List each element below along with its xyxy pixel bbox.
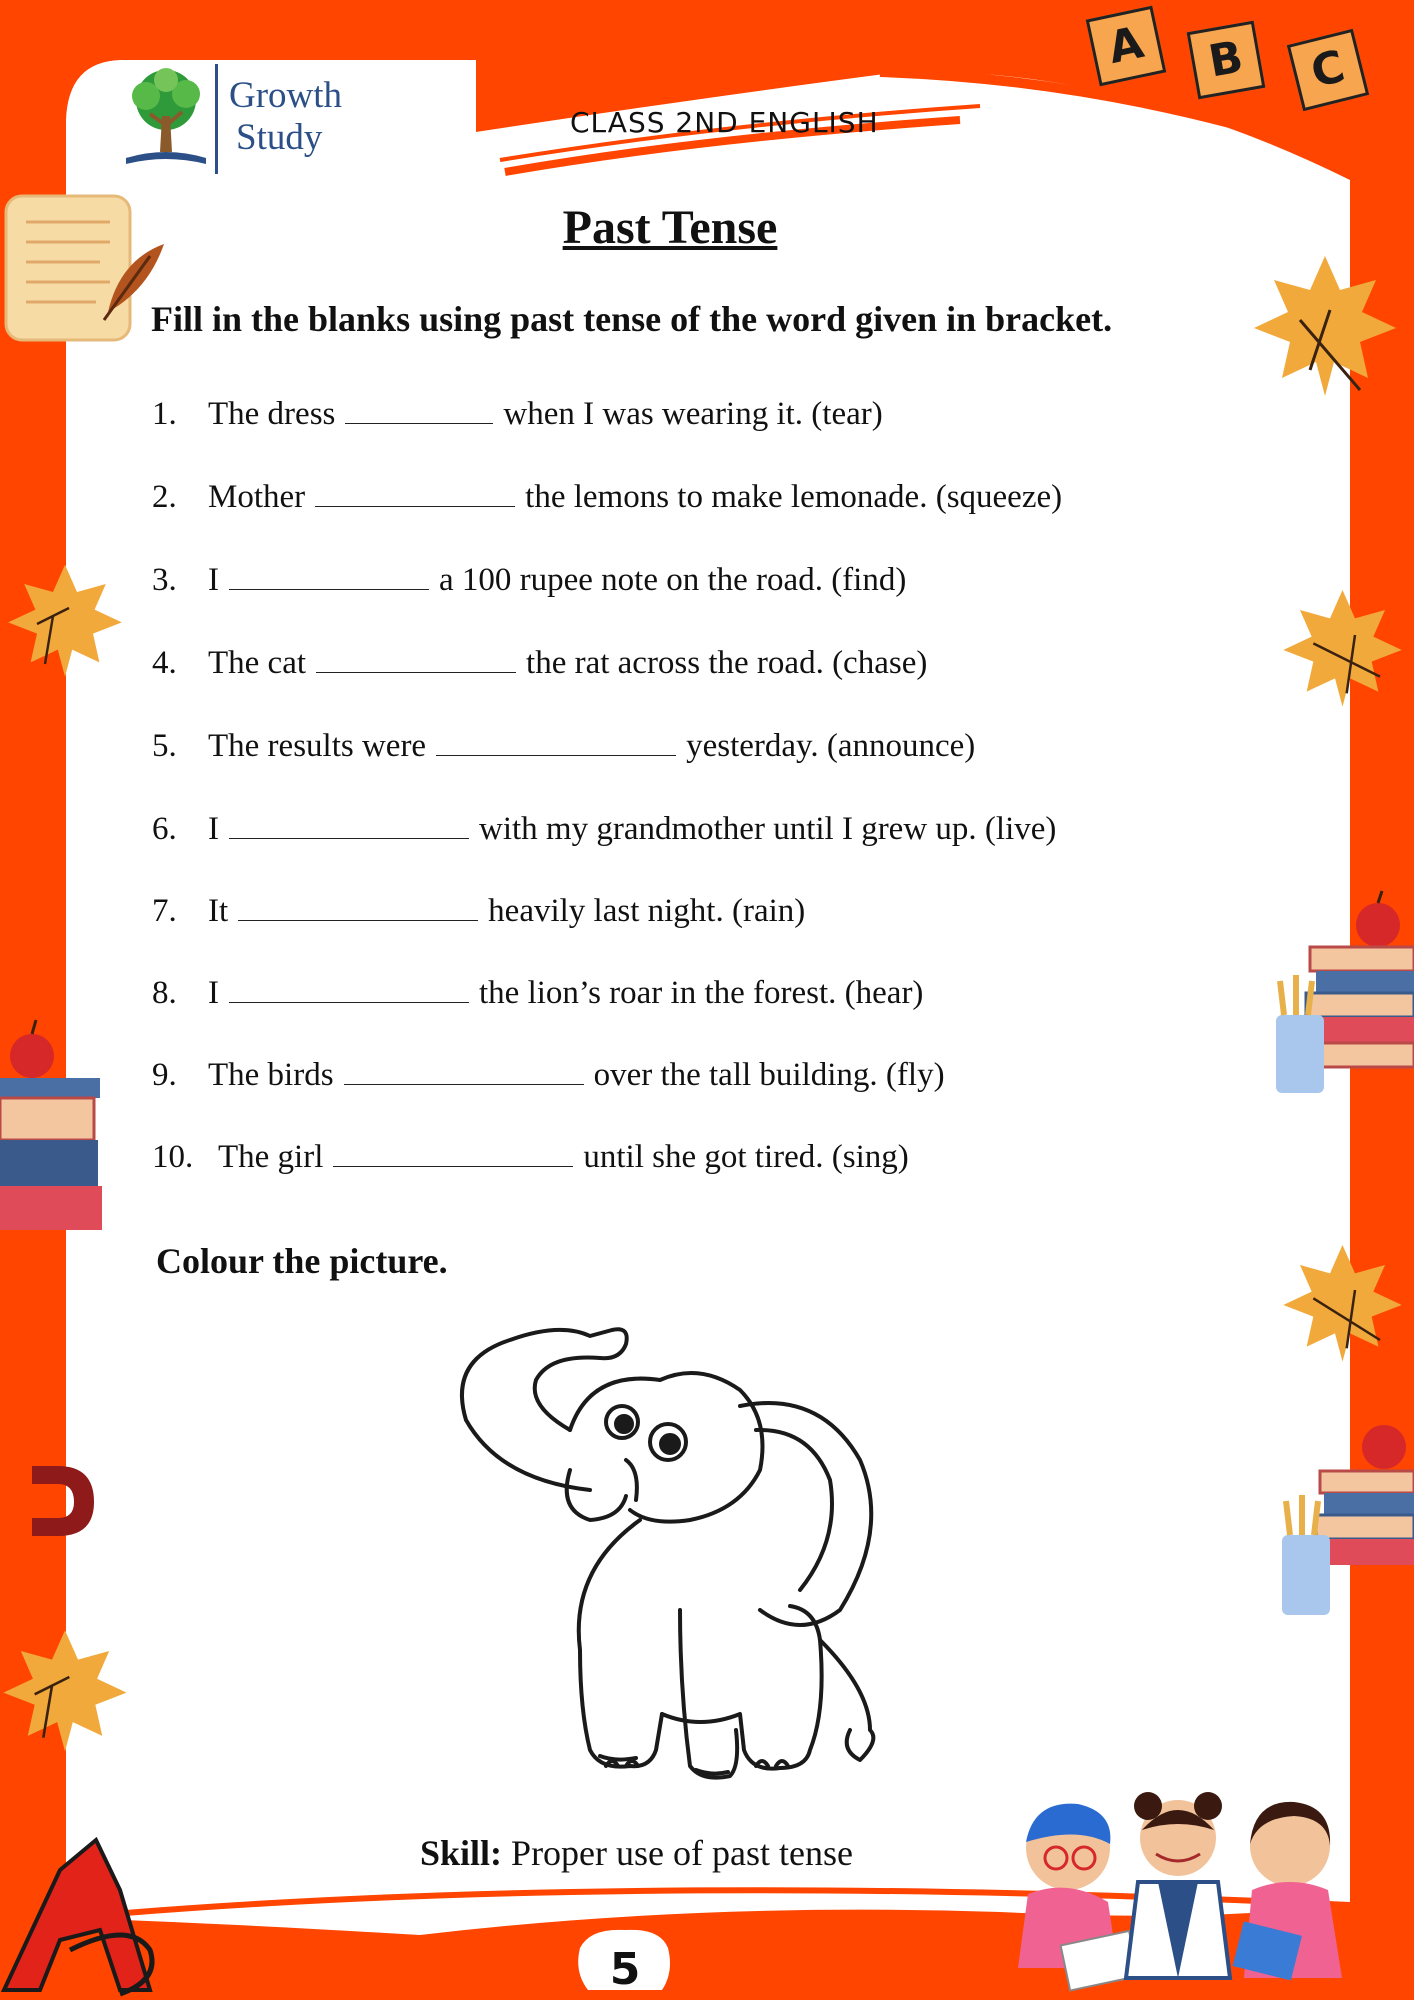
letter-a-decoration-icon [0, 1830, 170, 2000]
maple-leaf-icon [1280, 585, 1405, 710]
question-text-after: until she got tired. (sing) [583, 1139, 909, 1175]
book-stack-icon [1270, 885, 1414, 1110]
maple-leaf-icon [1250, 250, 1400, 400]
kids-reading-icon [968, 1778, 1398, 2000]
page-title: Past Tense [562, 201, 778, 254]
question-number: 1. [152, 396, 177, 432]
abc-tile-c: C [1287, 29, 1369, 111]
answer-blank[interactable] [345, 397, 493, 424]
instruction: Fill in the blanks using past tense of the word given in bracket. [151, 299, 1113, 339]
question-number: 4. [152, 645, 177, 681]
abc-tile-a: A [1086, 6, 1167, 87]
question-text-before: The cat [208, 645, 307, 681]
question-text-after: yesterday. (announce) [686, 728, 976, 764]
question-10 [152, 1139, 1202, 1176]
logo-divider [215, 64, 218, 174]
question-number: 5. [152, 728, 177, 764]
question-6 [152, 811, 1202, 848]
abc-tile-b: B [1187, 21, 1266, 100]
question-4 [152, 645, 1202, 682]
question-number: 2. [152, 479, 177, 515]
question-text-before: Mother [208, 479, 306, 515]
question-text-before: The birds [208, 1057, 334, 1093]
tree-logo-icon [120, 66, 212, 172]
question-text-after: the rat across the road. (chase) [526, 645, 928, 681]
question-number: 10. [152, 1139, 194, 1175]
question-text-after: over the tall building. (fly) [593, 1057, 945, 1093]
question-text-before: The dress [208, 396, 336, 432]
question-text-after: a 100 rupee note on the road. (find) [439, 562, 907, 598]
question-text-after: the lion’s roar in the forest. (hear) [479, 975, 924, 1011]
colour-section-title: Colour the picture. [156, 1241, 448, 1281]
maple-leaf-icon [0, 1625, 130, 1755]
answer-blank[interactable] [229, 563, 429, 590]
question-text-before: It [208, 893, 229, 929]
question-5 [152, 728, 1202, 765]
book-stack-icon [0, 1010, 110, 1230]
brand-name-line2: Study [236, 117, 323, 158]
question-9 [152, 1057, 1202, 1094]
question-number: 3. [152, 562, 177, 598]
answer-blank[interactable] [315, 480, 515, 507]
question-text-before: I [208, 811, 219, 847]
elephant-outline-icon[interactable] [440, 1310, 920, 1810]
answer-blank[interactable] [238, 894, 478, 921]
answer-blank[interactable] [316, 646, 516, 673]
maple-leaf-icon [0, 560, 130, 680]
maple-leaf-icon [1280, 1240, 1405, 1365]
letter-d-decoration-icon [28, 1462, 98, 1540]
question-text-after: the lemons to make lemonade. (squeeze) [525, 479, 1063, 515]
question-number: 6. [152, 811, 177, 847]
question-3 [152, 562, 1202, 599]
question-text-before: I [208, 562, 219, 598]
question-text-after: heavily last night. (rain) [488, 893, 806, 929]
question-7 [152, 893, 1202, 930]
book-stack-icon [1280, 1415, 1414, 1630]
brand-name-line1: Growth [229, 75, 343, 116]
page-number: 5 [609, 1944, 641, 1995]
question-text-before: I [208, 975, 219, 1011]
question-number: 9. [152, 1057, 177, 1093]
question-8 [152, 975, 1202, 1012]
question-text-after: with my grandmother until I grew up. (live) [479, 811, 1057, 847]
answer-blank[interactable] [436, 729, 676, 756]
skill-text: Proper use of past tense [511, 1833, 853, 1873]
question-number: 8. [152, 975, 177, 1011]
question-text-before: The girl [218, 1139, 324, 1175]
answer-blank[interactable] [333, 1140, 573, 1167]
answer-blank[interactable] [229, 812, 469, 839]
question-number: 7. [152, 893, 177, 929]
answer-blank[interactable] [229, 976, 469, 1003]
skill-label: Skill: [420, 1833, 503, 1873]
question-text-before: The results were [208, 728, 427, 764]
class-label: CLASS 2ND ENGLISH [570, 106, 879, 139]
answer-blank[interactable] [344, 1058, 584, 1085]
question-2 [152, 479, 1202, 516]
question-1 [152, 396, 1202, 433]
skill-line [420, 1832, 853, 1874]
question-text-after: when I was wearing it. (tear) [503, 396, 883, 432]
